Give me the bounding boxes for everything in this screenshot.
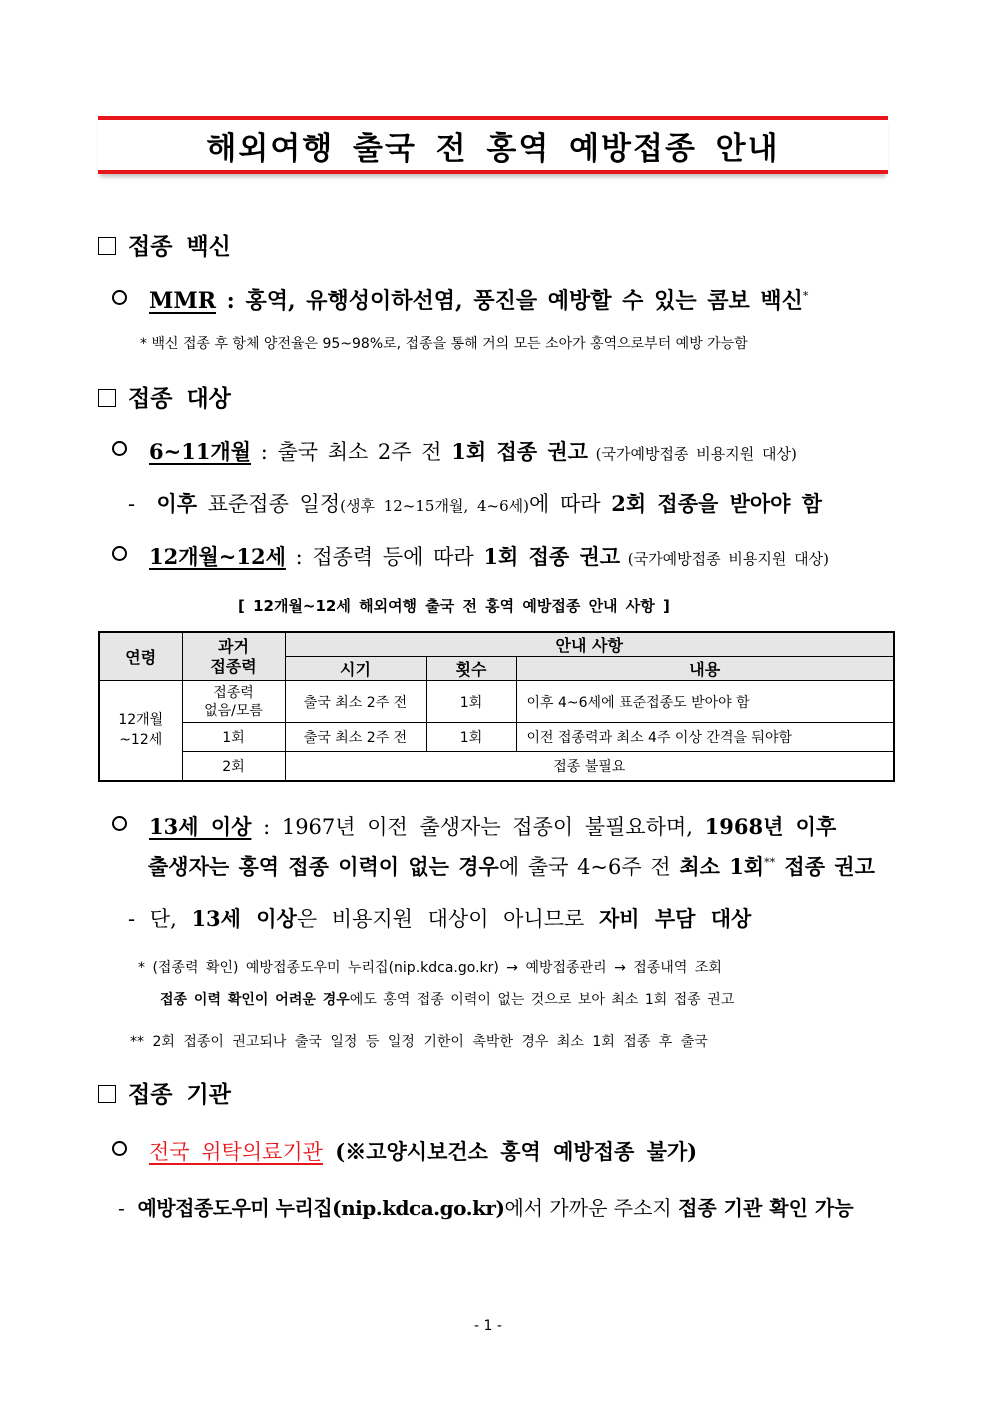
cell-content: 이후 4~6세에 표준접종도 받아야 함 <box>516 681 894 723</box>
target-13plus-sub: - 단, 13세 이상은 비용지원 대상이 아니므로 자비 부담 대상 <box>128 906 752 931</box>
square-bullet-icon <box>98 389 116 407</box>
cell-merged: 접종 불필요 <box>285 752 894 781</box>
cell-content: 이전 접종력과 최소 4주 이상 간격을 둬야함 <box>516 723 894 752</box>
section-heading-target: 접종 대상 <box>98 380 231 413</box>
institution-line: 전국 위탁의료기관 (※고양시보건소 홍역 예방접종 불가) <box>112 1136 697 1166</box>
header-age: 연령 <box>99 632 182 681</box>
header-guide: 안내 사항 <box>285 632 894 657</box>
target-13plus-line: 13세 이상 : 1967년 이전 출생자는 접종이 불필요하며, 1968년 이후 <box>112 811 836 841</box>
vaccine-note: * 백신 접종 후 항체 양전율은 95~98%로, 접종을 통해 거의 모든 소아가 홍역으로부터 예방 가능함 <box>140 336 748 352</box>
cell-count: 1회 <box>426 723 516 752</box>
target-12m-12y-line: 12개월~12세 : 접종력 등에 따라 1회 접종 권고 (국가예방접종 비용지원 대상) <box>112 541 829 571</box>
circle-bullet-icon <box>112 1141 127 1156</box>
table-row <box>99 681 894 723</box>
note-history-check: * (접종력 확인) 예방접종도우미 누리집(nip.kdca.go.kr) → 예방접종관리 → 접종내역 조회 <box>138 960 722 976</box>
vaccine-desc: : 홍역, 유행성이하선염, 풍진을 예방할 수 있는 콤보 백신 <box>216 288 803 314</box>
circle-bullet-icon <box>112 546 127 561</box>
header-count: 횟수 <box>426 657 516 681</box>
cell-when: 출국 최소 2주 전 <box>285 723 426 752</box>
target-13plus-line2: 출생자는 홍역 접종 이력이 없는 경우에 출국 4~6주 전 최소 1회** 접종 권고 <box>148 854 875 879</box>
section-heading-institution: 접종 기관 <box>98 1076 231 1109</box>
title-box <box>98 116 888 174</box>
target-6-11-sub: - 이후 표준접종 일정(생후 12~15개월, 4~6세)에 따라 2회 접종을 받아야 함 <box>128 491 823 516</box>
cell-when: 출국 최소 2주 전 <box>285 681 426 723</box>
circle-bullet-icon <box>112 816 127 831</box>
note-history-unclear: 접종 이력 확인이 어려운 경우에도 홍역 접종 이력이 없는 것으로 보아 최소 1회 접종 권고 <box>160 992 735 1008</box>
guide-table <box>98 631 895 782</box>
circle-bullet-icon <box>112 290 127 305</box>
note-urgent: ** 2회 접종이 권고되나 출국 일정 등 일정 기한이 촉박한 경우 최소 1회 접종 후 출국 <box>130 1034 708 1050</box>
cell-history: 접종력 없음/모름 <box>182 681 285 723</box>
square-bullet-icon <box>98 1085 116 1103</box>
header-content: 내용 <box>516 657 894 681</box>
vaccine-line: MMR : 홍역, 유행성이하선염, 풍진을 예방할 수 있는 콤보 백신* <box>112 284 808 315</box>
cell-history: 1회 <box>182 723 285 752</box>
cell-history: 2회 <box>182 752 285 781</box>
header-history: 과거 접종력 <box>182 632 285 681</box>
institution-name: 전국 위탁의료기관 <box>149 1140 323 1164</box>
header-when: 시기 <box>285 657 426 681</box>
table-caption: [ 12개월~12세 해외여행 출국 전 홍역 예방접종 안내 사항 ] <box>238 597 670 615</box>
page-title: 해외여행 출국 전 홍역 예방접종 안내 <box>206 130 780 167</box>
section-heading-vaccine: 접종 백신 <box>98 228 231 261</box>
vaccine-name: MMR <box>149 288 216 314</box>
cell-count: 1회 <box>426 681 516 723</box>
table-row <box>99 752 894 781</box>
circle-bullet-icon <box>112 441 127 456</box>
table-row <box>99 723 894 752</box>
cell-age: 12개월 ~12세 <box>99 681 182 781</box>
page-number: - 1 - <box>474 1318 502 1334</box>
square-bullet-icon <box>98 237 116 255</box>
target-6-11-line: 6~11개월 : 출국 최소 2주 전 1회 접종 권고 (국가예방접종 비용지원 대상) <box>112 436 797 466</box>
institution-sub: - 예방접종도우미 누리집(nip.kdca.go.kr)에서 가까운 주소지 접종 기관 확인 가능 <box>118 1196 854 1220</box>
